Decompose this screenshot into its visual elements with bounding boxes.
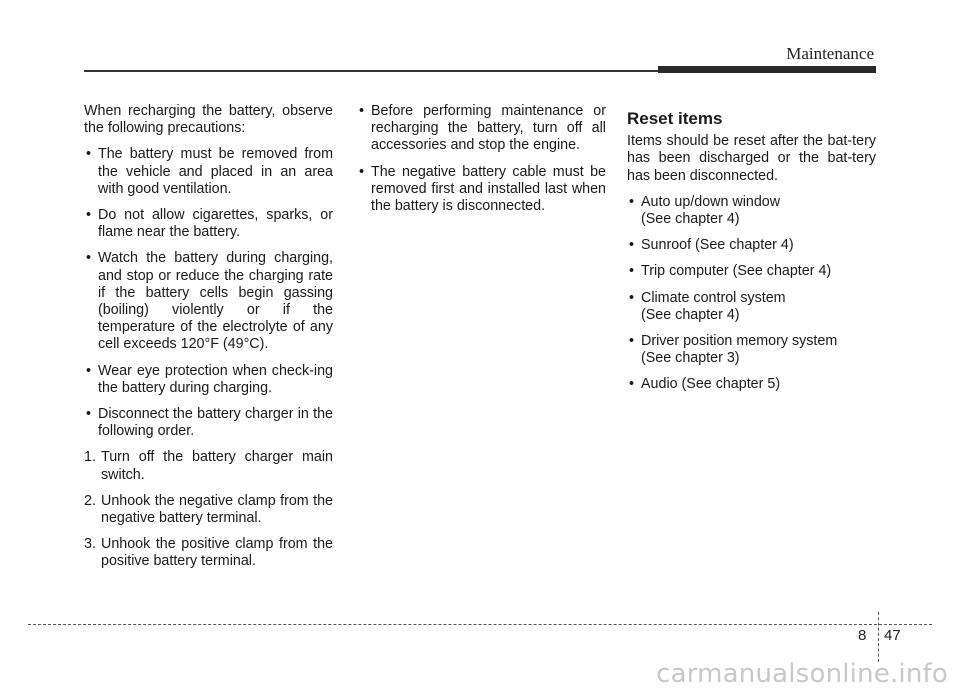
list-item: • Before performing maintenance or recharging the battery, turn off all accessories and stop the engine. bbox=[359, 103, 606, 154]
step-item: 2. Unhook the negative clamp from the negative battery terminal. bbox=[84, 492, 333, 527]
bullet-icon: • bbox=[86, 146, 92, 163]
list-item: • Wear eye protection when check-ing the battery during charging. bbox=[86, 362, 333, 396]
bullet-icon: • bbox=[86, 207, 92, 224]
step-item: 3. Unhook the positive clamp from the positive battery terminal. bbox=[84, 536, 333, 570]
list-item: • The battery must be removed from the vehicle and placed in an area with good ventilation. bbox=[86, 146, 333, 197]
footer-divider bbox=[28, 624, 932, 625]
reset-intro-paragraph: Items should be reset after the bat-tery has been discharged or the bat-tery has been disconnected. bbox=[627, 133, 876, 184]
bullet-icon: • bbox=[86, 250, 92, 267]
list-item: • Auto up/down window (See chapter 4) bbox=[629, 193, 781, 228]
list-item: • Sunroof (See chapter 4) bbox=[629, 237, 794, 254]
watermark: carmanualsonline.info bbox=[656, 659, 948, 689]
chapter-number: 8 bbox=[858, 627, 867, 644]
disconnect-steps bbox=[84, 449, 333, 570]
bullet-icon: • bbox=[359, 103, 365, 119]
precautions-list bbox=[84, 146, 333, 440]
list-item: • Audio (See chapter 5) bbox=[629, 376, 781, 393]
list-item: • Watch the battery during charging, and stop or reduce the charging rate if the battery cells begin gassing (boiling) violently or if the temperature of the electrolyte of any cell exceeds 120°F (49°C). bbox=[86, 250, 333, 353]
bullet-icon: • bbox=[629, 289, 635, 306]
list-item: • Driver position memory system (See chapter 3) bbox=[629, 333, 838, 367]
maintenance-list bbox=[357, 103, 606, 215]
list-item: • Do not allow cigarettes, sparks, or flame near the battery. bbox=[86, 207, 333, 241]
column-right bbox=[627, 110, 876, 403]
step-item: 1. Turn off the battery charger main switch. bbox=[84, 449, 333, 483]
page-number-divider bbox=[878, 612, 879, 662]
column-middle bbox=[357, 103, 606, 224]
list-item: • Climate control system (See chapter 4) bbox=[629, 289, 786, 323]
list-item: • The negative battery cable must be removed first and installed last when the battery is disconnected. bbox=[359, 163, 606, 215]
header-rule-accent bbox=[658, 66, 876, 73]
bullet-icon: • bbox=[629, 193, 635, 210]
section-title: Maintenance bbox=[786, 44, 874, 63]
bullet-icon: • bbox=[359, 163, 365, 180]
page-number: 47 bbox=[884, 627, 901, 644]
bullet-icon: • bbox=[629, 263, 635, 280]
list-item: • Trip computer (See chapter 4) bbox=[629, 263, 832, 280]
intro-paragraph: When recharging the battery, observe the following precautions: bbox=[84, 103, 333, 137]
bullet-icon: • bbox=[629, 333, 635, 350]
bullet-icon: • bbox=[629, 376, 635, 393]
list-item: • Disconnect the battery charger in the following order. bbox=[86, 406, 333, 440]
reset-items-list bbox=[627, 194, 876, 394]
header-rule bbox=[84, 70, 660, 72]
reset-items-heading: Reset items bbox=[627, 109, 723, 128]
bullet-icon: • bbox=[629, 237, 635, 254]
bullet-icon: • bbox=[86, 406, 92, 423]
bullet-icon: • bbox=[86, 362, 92, 379]
column-left bbox=[84, 103, 333, 580]
